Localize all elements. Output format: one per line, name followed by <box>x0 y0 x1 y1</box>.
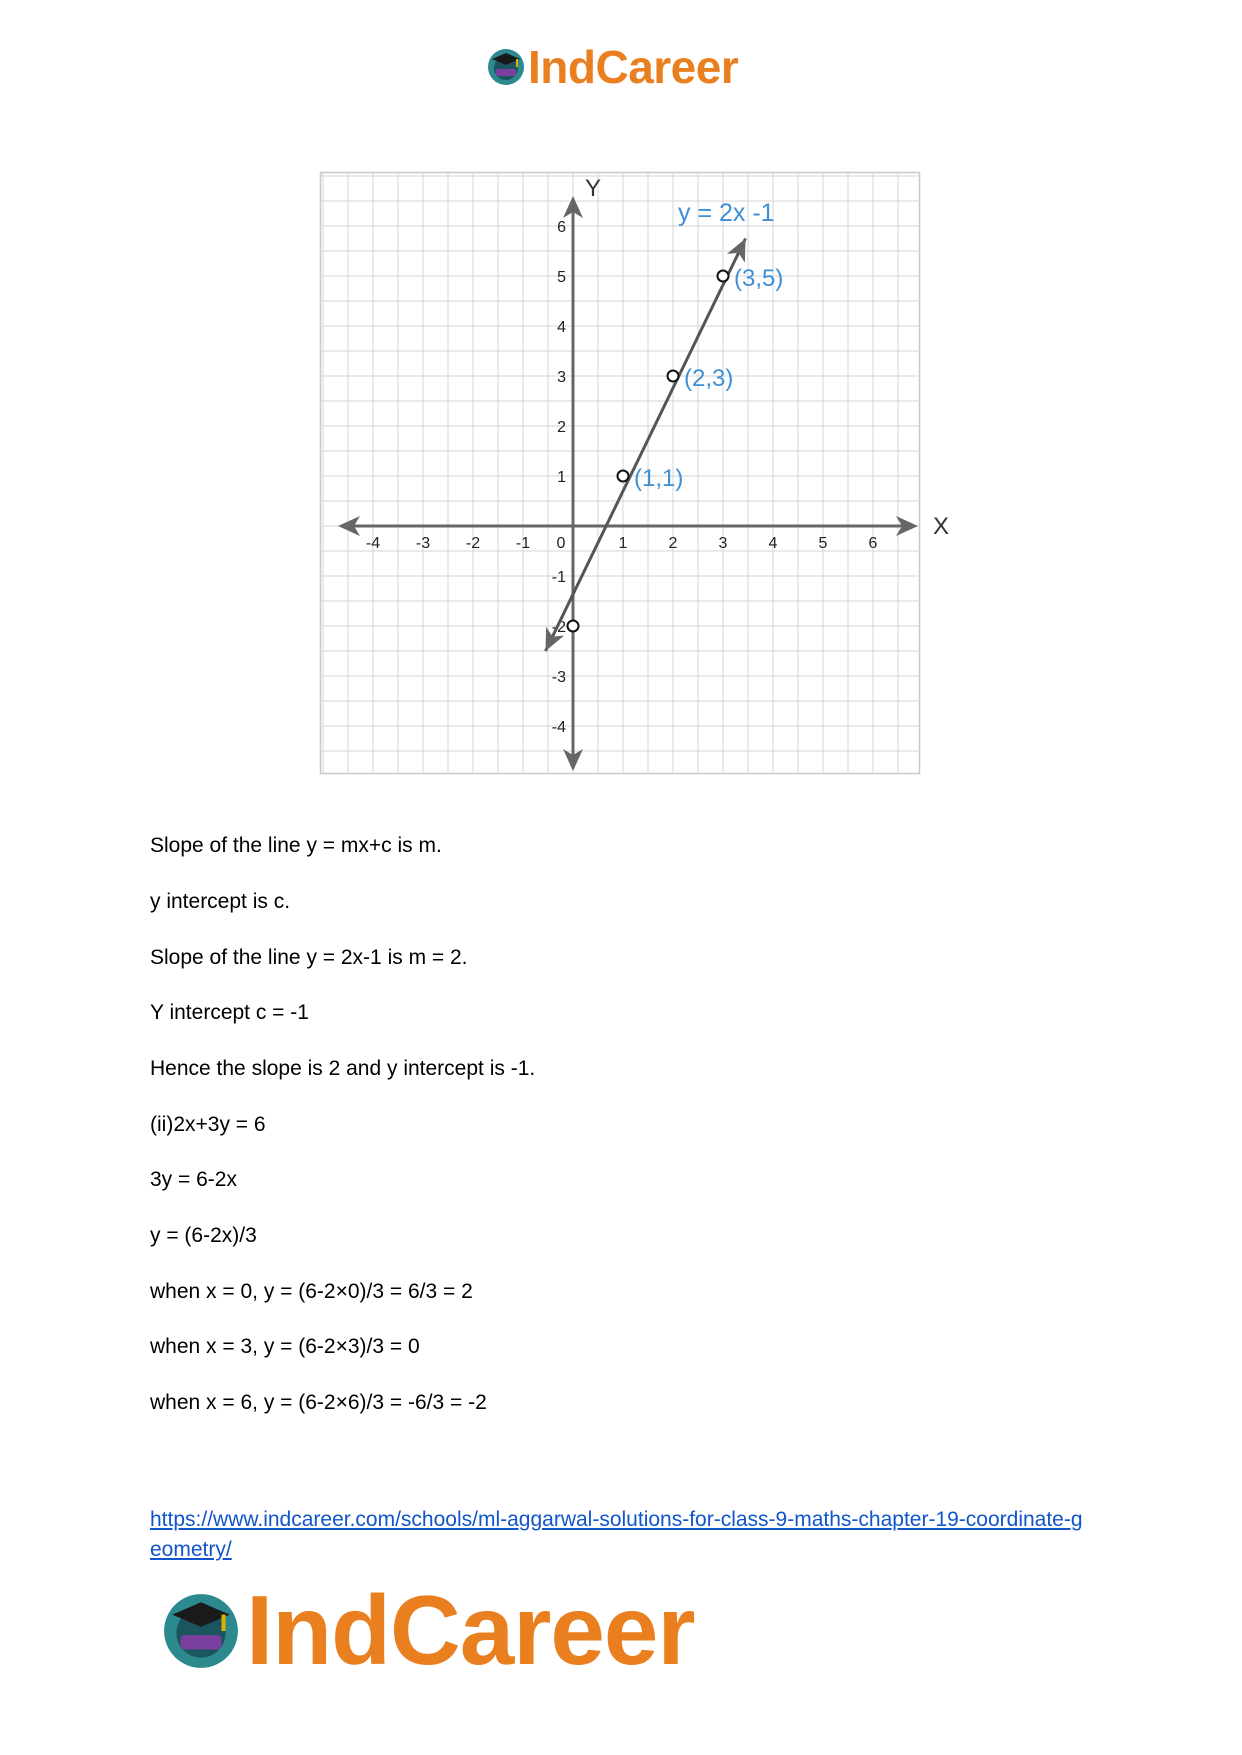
x-tick-label: 2 <box>668 535 678 552</box>
x-tick-label: -1 <box>515 535 531 552</box>
text-line: Slope of the line y = mx+c is m. <box>150 834 442 857</box>
x-tick-label: -4 <box>365 535 381 552</box>
point-label: (2,3) <box>684 365 734 392</box>
header-logo <box>486 40 738 94</box>
text-line: when x = 3, y = (6-2×3)/3 = 0 <box>150 1335 420 1358</box>
y-tick-label: 5 <box>557 269 566 286</box>
text-line: 3y = 6-2x <box>150 1168 237 1191</box>
y-tick-label: -2 <box>551 619 566 636</box>
x-tick-label: -3 <box>415 535 431 552</box>
y-tick-label: 6 <box>557 219 566 236</box>
graduation-cap-book-icon <box>486 47 526 87</box>
text-line: (ii)2x+3y = 6 <box>150 1113 266 1136</box>
x-axis-label: X <box>933 513 950 540</box>
data-point <box>718 271 729 282</box>
coordinate-graph <box>320 172 950 774</box>
graduation-cap-book-icon <box>160 1590 242 1672</box>
text-line: y = (6-2x)/3 <box>150 1224 257 1247</box>
point-label: (1,1) <box>634 465 684 492</box>
x-tick-label: -2 <box>465 535 481 552</box>
y-tick-label: 3 <box>557 369 566 386</box>
footer-logo <box>160 1574 695 1687</box>
x-tick-label: 6 <box>868 535 878 552</box>
x-tick-label: 4 <box>768 535 778 552</box>
y-axis-label: Y <box>585 175 602 202</box>
y-tick-label: 4 <box>557 319 566 336</box>
x-tick-label: 3 <box>718 535 728 552</box>
y-tick-label: 2 <box>557 419 566 436</box>
y-tick-label: 1 <box>557 469 566 486</box>
text-line: Slope of the line y = 2x-1 is m = 2. <box>150 946 468 969</box>
text-line: y intercept is c. <box>150 890 291 913</box>
data-point <box>668 371 679 382</box>
brand-name: IndCareer <box>528 41 739 93</box>
source-link[interactable]: https://www.indcareer.com/schools/ml-aggarwal-solutions-for-class-9-maths-chapter-19-coordinate-geometry/ <box>150 1508 1083 1561</box>
y-tick-label: -4 <box>551 719 566 736</box>
text-line: when x = 0, y = (6-2×0)/3 = 6/3 = 2 <box>150 1280 473 1303</box>
x-tick-label: 1 <box>618 535 628 552</box>
data-point <box>568 621 579 632</box>
text-line: Hence the slope is 2 and y intercept is -1. <box>150 1057 536 1080</box>
y-tick-label: -3 <box>551 669 566 686</box>
text-line: when x = 6, y = (6-2×6)/3 = -6/3 = -2 <box>150 1391 487 1414</box>
x-tick-label: 0 <box>556 535 566 552</box>
equation-label: y = 2x -1 <box>678 199 775 227</box>
text-line: Y intercept c = -1 <box>150 1001 309 1024</box>
data-point <box>618 471 629 482</box>
line-y-2x-1 <box>546 239 746 652</box>
y-tick-label: -1 <box>551 569 566 586</box>
point-label: (3,5) <box>734 265 784 292</box>
x-tick-label: 5 <box>818 535 828 552</box>
brand-name: IndCareer <box>246 1575 695 1685</box>
